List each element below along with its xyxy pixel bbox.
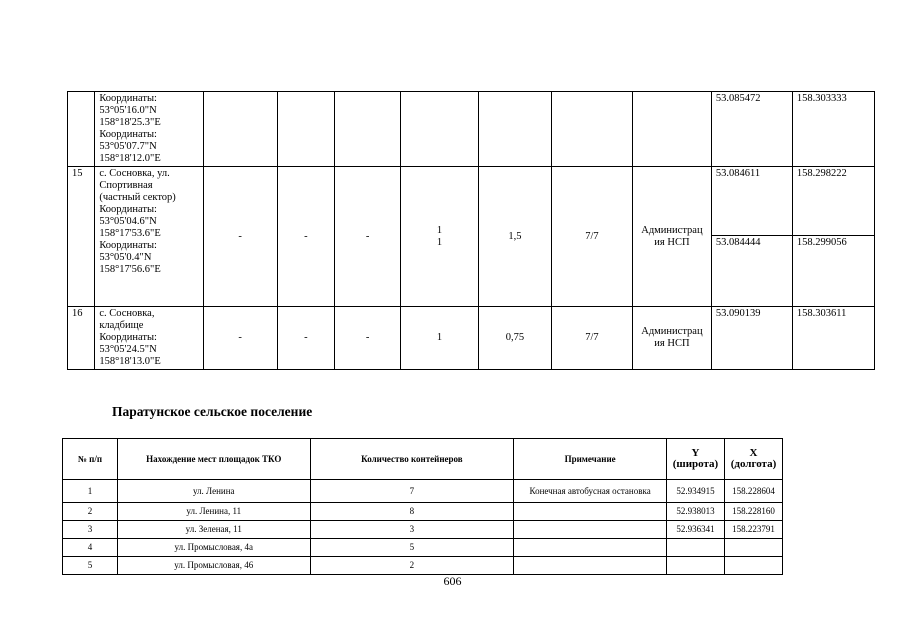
table-row	[68, 167, 875, 236]
location-cell: ул. Зеленая, 11	[117, 521, 310, 539]
row-number	[68, 92, 95, 167]
location-line: 53°05'24.5"N	[99, 344, 157, 355]
schedule-cell: 7/7	[551, 307, 632, 370]
longitude-cell: 158.228160	[724, 503, 782, 521]
header-x	[724, 439, 782, 480]
header-y	[667, 439, 725, 480]
empty-cell	[203, 92, 277, 167]
location-line: 158°17'56.6"E	[99, 264, 161, 275]
containers-line: 1	[436, 236, 443, 248]
longitude-cell: 158.303611	[792, 307, 874, 370]
location-line: 158°18'25.3"E	[99, 117, 161, 128]
row-number: 16	[68, 307, 95, 370]
location-line: 53°05'04.6"N	[99, 216, 157, 227]
latitude-cell: 52.934915	[667, 480, 725, 503]
paratunka-sites-table	[62, 438, 783, 575]
dash-cell: -	[277, 307, 335, 370]
dash-cell: -	[335, 167, 401, 307]
dash-cell: -	[203, 167, 277, 307]
row-number: 15	[68, 167, 95, 307]
longitude-cell: 158.228604	[724, 480, 782, 503]
empty-cell	[277, 92, 335, 167]
latitude-cell: 53.084611	[711, 167, 792, 236]
dash-cell: -	[203, 307, 277, 370]
location-line: Координаты:	[99, 204, 157, 215]
containers-cell	[401, 167, 479, 307]
header-y-sub: (широта)	[672, 458, 719, 470]
location-line: 53°05'16.0"N	[99, 105, 157, 116]
location-cell	[95, 307, 203, 370]
location-cell	[95, 92, 203, 167]
count-cell: 3	[310, 521, 514, 539]
volume-cell: 0,75	[479, 307, 552, 370]
longitude-cell: 158.223791	[724, 521, 782, 539]
longitude-cell: 158.298222	[792, 167, 874, 236]
longitude-cell	[724, 539, 782, 557]
table-row	[63, 521, 783, 539]
location-line: с. Сосновка,	[99, 308, 155, 319]
row-number: 1	[63, 480, 118, 503]
containers-cell	[401, 92, 479, 167]
location-line: 53°05'07.7"N	[99, 141, 157, 152]
count-cell: 8	[310, 503, 514, 521]
header-number: № п/п	[63, 439, 118, 480]
header-y-label: Y	[691, 447, 700, 459]
count-cell: 2	[310, 557, 514, 575]
latitude-cell	[667, 539, 725, 557]
location-cell: ул. Ленина, 11	[117, 503, 310, 521]
header-count: Количество контейнеров	[310, 439, 514, 480]
count-cell: 5	[310, 539, 514, 557]
header-location: Нахождение мест площадок ТКО	[117, 439, 310, 480]
owner-cell: Администрац ия НСП	[632, 307, 711, 370]
table-row	[68, 307, 875, 370]
sites-table-continued	[67, 91, 875, 370]
row-number: 3	[63, 521, 118, 539]
table-row	[63, 480, 783, 503]
empty-cell	[335, 92, 401, 167]
note-cell	[514, 539, 667, 557]
latitude-cell: 52.938013	[667, 503, 725, 521]
latitude-cell: 53.084444	[711, 236, 792, 307]
location-cell: ул. Промысловая, 4а	[117, 539, 310, 557]
dash-cell: -	[277, 167, 335, 307]
location-line: Координаты:	[99, 332, 157, 343]
table-row	[63, 503, 783, 521]
dash-cell: -	[335, 307, 401, 370]
row-number: 4	[63, 539, 118, 557]
containers-cell	[401, 307, 479, 370]
location-line: Координаты:	[99, 240, 157, 251]
note-cell	[514, 557, 667, 575]
containers-line: 1	[436, 224, 443, 236]
location-line: 158°17'53.6"E	[99, 228, 161, 239]
owner-cell: Администрац ия НСП	[632, 167, 711, 307]
location-cell: ул. Промысловая, 46	[117, 557, 310, 575]
table-row	[63, 539, 783, 557]
schedule-cell	[551, 92, 632, 167]
owner-cell	[632, 92, 711, 167]
table-header-row	[63, 439, 783, 480]
location-line: 158°18'12.0"E	[99, 153, 161, 164]
volume-cell	[479, 92, 552, 167]
location-line: с. Сосновка, ул.	[99, 168, 170, 179]
latitude-cell: 53.090139	[711, 307, 792, 370]
location-line: Координаты:	[99, 93, 157, 104]
location-line: Координаты:	[99, 129, 157, 140]
count-cell: 7	[310, 480, 514, 503]
latitude-cell	[667, 557, 725, 575]
schedule-cell: 7/7	[551, 167, 632, 307]
latitude-cell: 53.085472	[711, 92, 792, 167]
location-cell: ул. Ленина	[117, 480, 310, 503]
table-row	[63, 557, 783, 575]
note-cell	[514, 521, 667, 539]
header-note: Примечание	[514, 439, 667, 480]
location-line: (частный сектор)	[99, 192, 176, 203]
location-line: Спортивная	[99, 180, 153, 191]
volume-cell: 1,5	[479, 167, 552, 307]
location-line: 158°18'13.0"E	[99, 356, 161, 367]
page-number: 606	[443, 574, 462, 588]
section-title: Паратунское сельское поселение	[112, 404, 313, 419]
note-cell: Конечная автобусная остановка	[514, 480, 667, 503]
row-number: 5	[63, 557, 118, 575]
table-row	[68, 92, 875, 167]
location-line: кладбище	[99, 320, 144, 331]
longitude-cell: 158.303333	[792, 92, 874, 167]
location-cell	[95, 167, 203, 307]
note-cell	[514, 503, 667, 521]
containers-line: 1	[436, 332, 443, 343]
longitude-cell	[724, 557, 782, 575]
location-line: 53°05'0.4"N	[99, 252, 152, 263]
longitude-cell: 158.299056	[792, 236, 874, 307]
header-x-sub: (долгота)	[730, 458, 777, 470]
header-x-label: X	[749, 447, 758, 459]
latitude-cell: 52.936341	[667, 521, 725, 539]
row-number: 2	[63, 503, 118, 521]
